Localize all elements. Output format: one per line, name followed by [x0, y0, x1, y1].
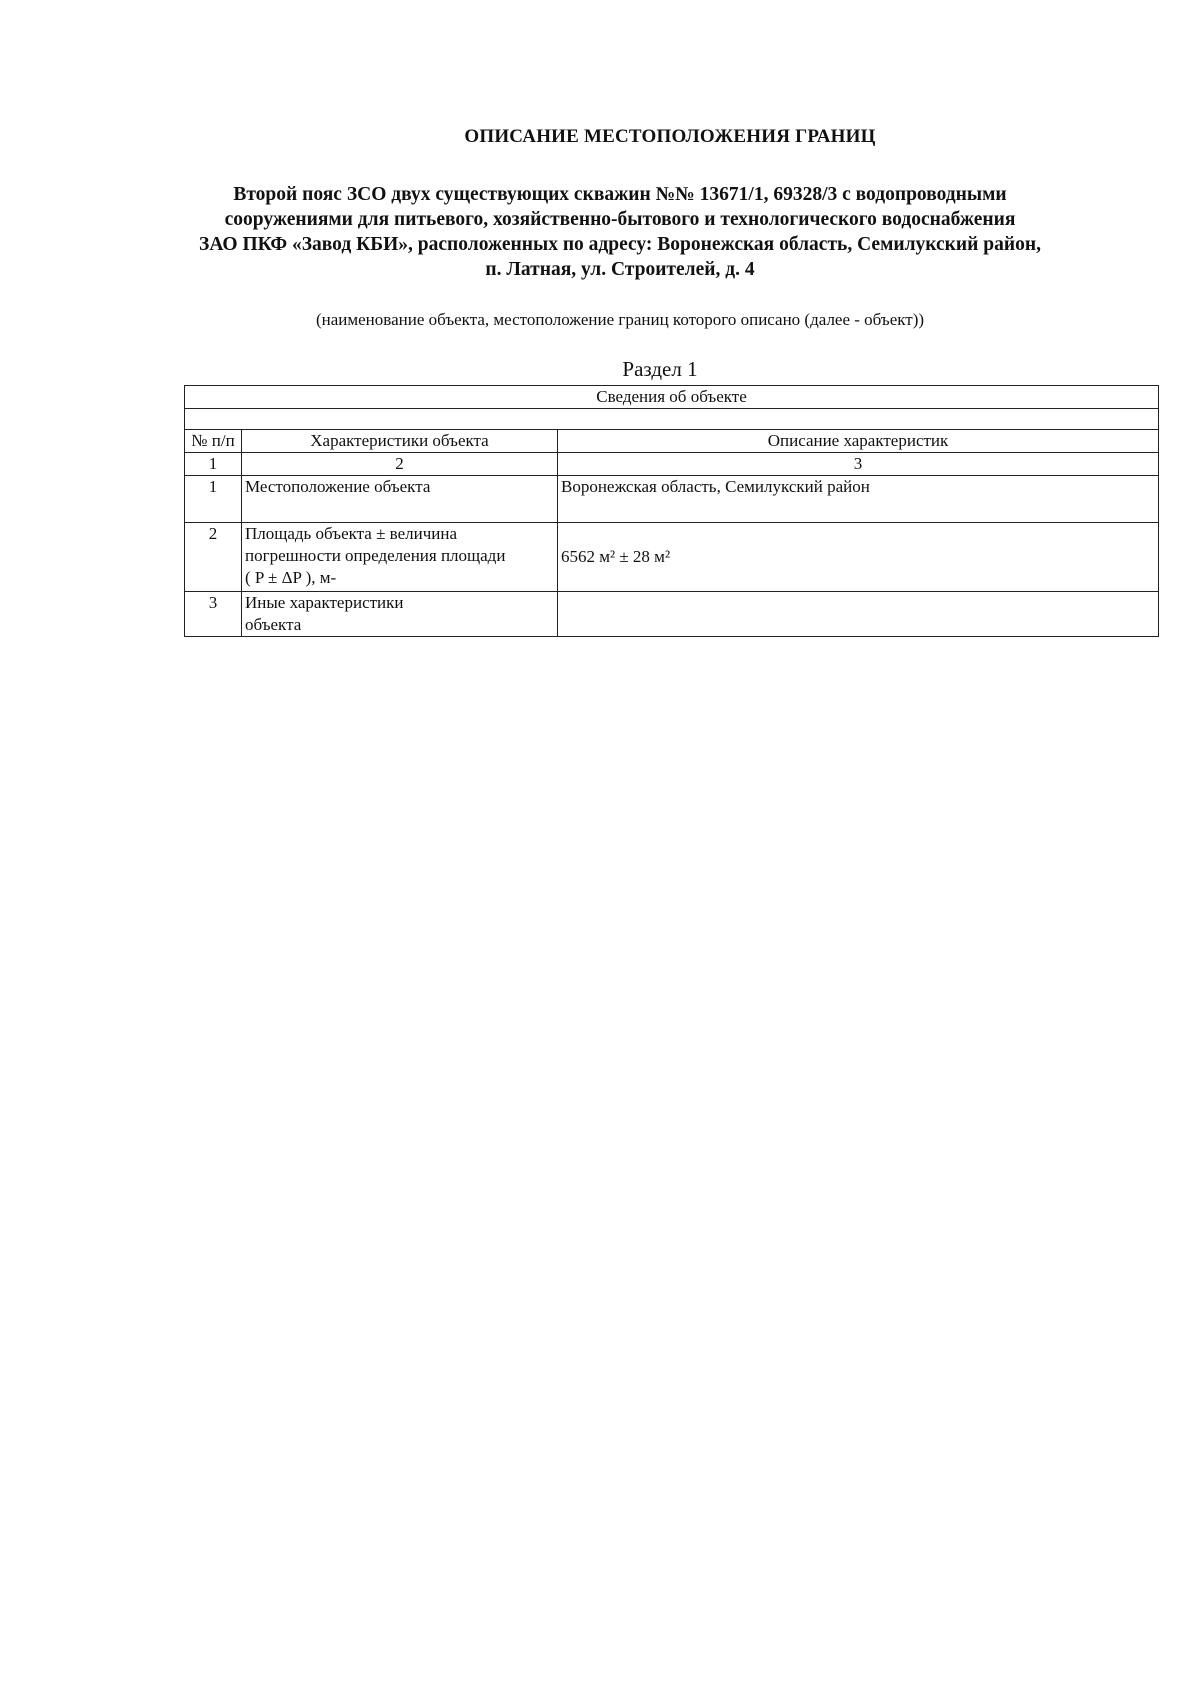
table-row — [185, 476, 1159, 523]
row-number: 3 — [185, 592, 242, 637]
row-description: Воронежская область, Семилукский район — [558, 476, 1159, 523]
section-title: Раздел 1 — [622, 357, 698, 381]
row-description: 6562 м² ± 28 м² — [558, 523, 1159, 592]
column-number: 2 — [242, 453, 558, 476]
table-empty-row — [185, 409, 1159, 430]
row-number: 2 — [185, 523, 242, 592]
row-characteristic: Местоположение объекта — [242, 476, 558, 523]
object-name-line: п. Латная, ул. Строителей, д. 4 — [485, 259, 755, 280]
row-characteristic-line: Площадь объекта ± величина — [245, 524, 458, 543]
table-row — [185, 523, 1159, 592]
row-characteristic — [242, 523, 558, 592]
column-number-row — [185, 453, 1159, 476]
column-header-row — [185, 430, 1159, 453]
row-description — [558, 592, 1159, 637]
object-caption: (наименование объекта, местоположение границ которого описано (далее - объект)) — [315, 310, 925, 329]
object-info-table — [184, 385, 1159, 637]
table-header-row — [185, 386, 1159, 409]
row-number: 1 — [185, 476, 242, 523]
column-number: 3 — [558, 453, 1159, 476]
table-header: Сведения об объекте — [185, 386, 1159, 409]
table-empty-cell — [185, 409, 1159, 430]
row-characteristic-line: объекта — [245, 615, 302, 634]
row-characteristic-line: погрешности определения площади — [245, 546, 506, 565]
object-name-line: сооружениями для питьевого, хозяйственно-бытового и технологического водоснабжения — [224, 209, 1016, 230]
document-title: ОПИСАНИЕ МЕСТОПОЛОЖЕНИЯ ГРАНИЦ — [464, 126, 876, 147]
object-name — [170, 182, 1070, 282]
object-name-line: Второй пояс ЗСО двух существующих скважин №№ 13671/1, 69328/3 с водопроводными — [233, 184, 1007, 205]
column-header-description: Описание характеристик — [558, 430, 1159, 453]
object-name-line: ЗАО ПКФ «Завод КБИ», расположенных по адресу: Воронежская область, Семилукский район, — [199, 234, 1041, 255]
row-characteristic — [242, 592, 558, 637]
row-characteristic-line: ( P ± ΔP ), м- — [245, 568, 337, 587]
column-header-characteristic: Характеристики объекта — [242, 430, 558, 453]
row-characteristic-line: Иные характеристики — [245, 593, 404, 612]
table-row — [185, 592, 1159, 637]
column-header-num: № п/п — [185, 430, 242, 453]
column-number: 1 — [185, 453, 242, 476]
